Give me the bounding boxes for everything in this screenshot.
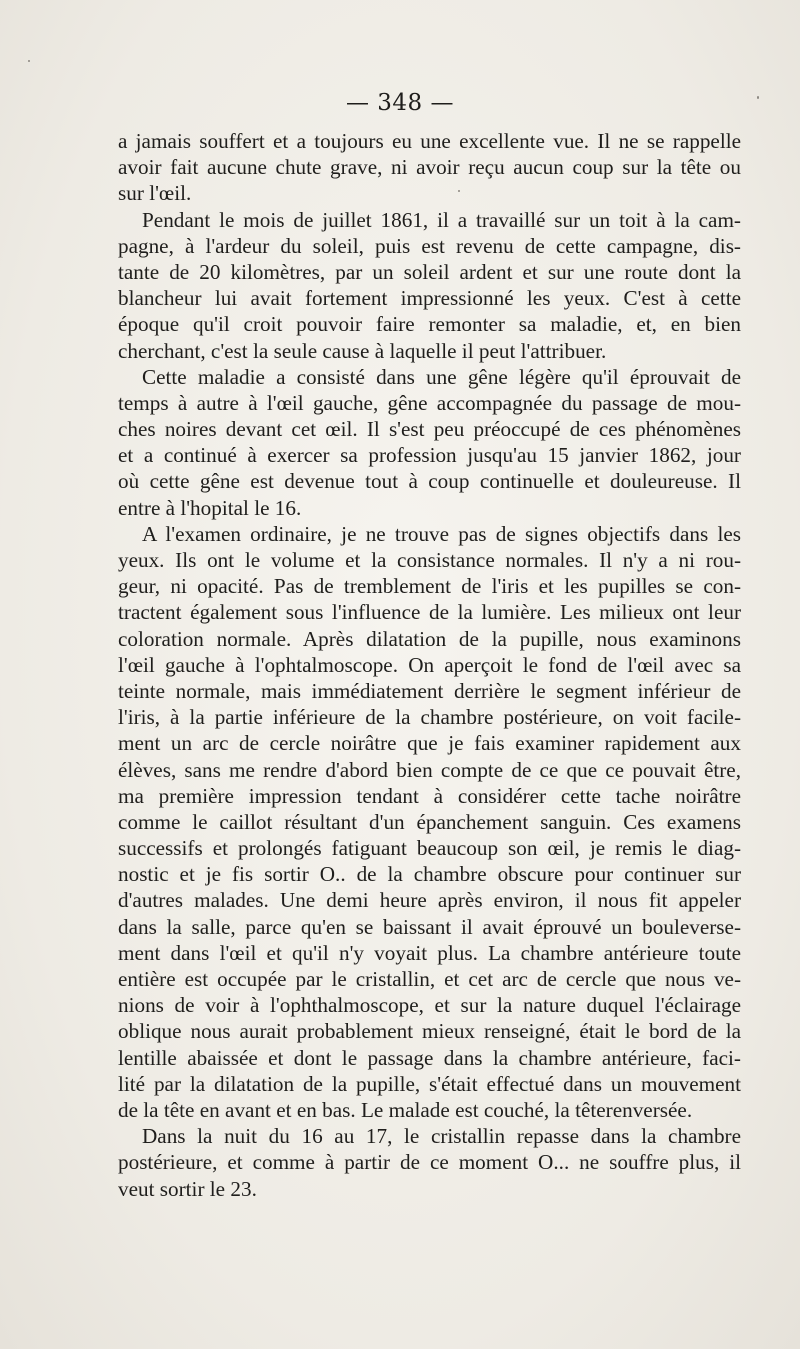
text-line: blancheur lui avait fortement impressionné les yeux. C'est à cette	[118, 286, 741, 311]
text-line: pagne, à l'ardeur du soleil, puis est revenu de cette campagne, dis-	[118, 233, 741, 258]
text-line: où cette gêne est devenue tout à coup continuelle et douleureuse. Il	[118, 469, 741, 494]
text-line: ches noires devant cet œil. Il s'est peu préoccupé de ces phénomènes	[118, 417, 741, 442]
text-line: Dans la nuit du 16 au 17, le cristallin repasse dans la chambre	[142, 1124, 741, 1149]
text-line: successifs et prolongés fatiguant beaucoup son œil, je remis le diag-	[118, 836, 741, 861]
text-line: lentille abaissée et dont le passage dans la chambre antérieure, faci-	[118, 1045, 741, 1070]
text-line: a jamais souffert et a toujours eu une excellente vue. Il ne se rappelle	[118, 129, 741, 153]
text-line: yeux. Ils ont le volume et la consistance normales. Il n'y a ni rou-	[118, 548, 741, 572]
text-line: A l'examen ordinaire, je ne trouve pas de signes objectifs dans les	[142, 521, 741, 546]
text-line: cherchant, c'est la seule cause à laquelle il peut l'attribuer.	[118, 338, 607, 363]
text-line: de la tête en avant et en bas. Le malade est couché, la têterenversée.	[118, 1097, 693, 1122]
text-line: entière est occupée par le cristallin, et cet arc de cercle que nous ve-	[118, 967, 741, 991]
paragraph	[118, 1123, 741, 1202]
text-line: tante de 20 kilomètres, par un soleil ardent et sur une route dont la	[118, 259, 741, 284]
text-line: ment dans l'œil et qu'il n'y voyait plus. La chambre antérieure toute	[118, 940, 741, 965]
paragraph	[118, 364, 741, 521]
text-line: lité par la dilatation de la pupille, s'était effectué dans un mouvement	[118, 1071, 741, 1096]
paper-speck	[28, 60, 30, 62]
page-number: — 348 —	[345, 90, 455, 116]
text-line: Cette maladie a consisté dans une gêne légère qu'il éprouvait de	[142, 364, 741, 389]
text-line: teinte normale, mais immédiatement derrière le segment inférieur de	[118, 678, 741, 703]
text-line: nostic et je fis sortir O.. de la chambre obscure pour continuer sur	[118, 862, 741, 887]
text-line: élèves, sans me rendre d'abord bien compte de ce que ce pouvait être,	[118, 757, 741, 782]
text-line: geur, ni opacité. Pas de tremblement de l'iris et les pupilles se con-	[118, 574, 741, 599]
text-line: ment un arc de cercle noirâtre que je fais examiner rapidement aux	[118, 731, 741, 756]
body-text	[118, 128, 741, 1202]
text-line: nions de voir à l'ophthalmoscope, et sur la nature duquel l'éclairage	[118, 993, 741, 1018]
text-line: Pendant le mois de juillet 1861, il a travaillé sur un toit à la cam-	[142, 207, 741, 232]
text-line: dans la salle, parce qu'en se baissant il avait éprouvé un bouleverse-	[118, 914, 741, 939]
text-line: comme le caillot résultant d'un épanchement sanguin. Ces examens	[118, 809, 741, 834]
text-line: coloration normale. Après dilatation de la pupille, nous examinons	[118, 626, 741, 651]
text-line: avoir fait aucune chute grave, ni avoir reçu aucun coup sur la tête ou	[118, 155, 741, 180]
text-line: d'autres malades. Une demi heure après environ, il nous fit appeler	[118, 888, 741, 913]
paragraph	[118, 207, 741, 364]
text-line: et a continué à exercer sa profession jusqu'au 15 janvier 1862, jour	[118, 443, 741, 468]
text-line: oblique nous aurait probablement mieux renseigné, était le bord de la	[118, 1019, 741, 1044]
text-line: veut sortir le 23.	[118, 1176, 257, 1201]
paragraph	[118, 128, 741, 207]
text-line: époque qu'il croit pouvoir faire remonter sa maladie, et, en bien	[118, 312, 741, 337]
text-line: sur l'œil.	[118, 181, 192, 206]
text-line: entre à l'hopital le 16.	[118, 495, 302, 520]
text-line: temps à autre à l'œil gauche, gêne accompagnée du passage de mou-	[118, 390, 741, 415]
text-line: tractent également sous l'influence de la lumière. Les milieux ont leur	[118, 600, 741, 625]
paragraph	[118, 521, 741, 1123]
text-line: l'œil gauche à l'ophtalmoscope. On aperçoit le fond de l'œil avec sa	[118, 652, 741, 677]
text-line: ma première impression tendant à considérer cette tache noirâtre	[118, 783, 741, 808]
text-line: l'iris, à la partie inférieure de la chambre postérieure, on voit facile-	[118, 705, 741, 730]
text-line: postérieure, et comme à partir de ce moment O... ne souffre plus, il	[118, 1150, 741, 1175]
